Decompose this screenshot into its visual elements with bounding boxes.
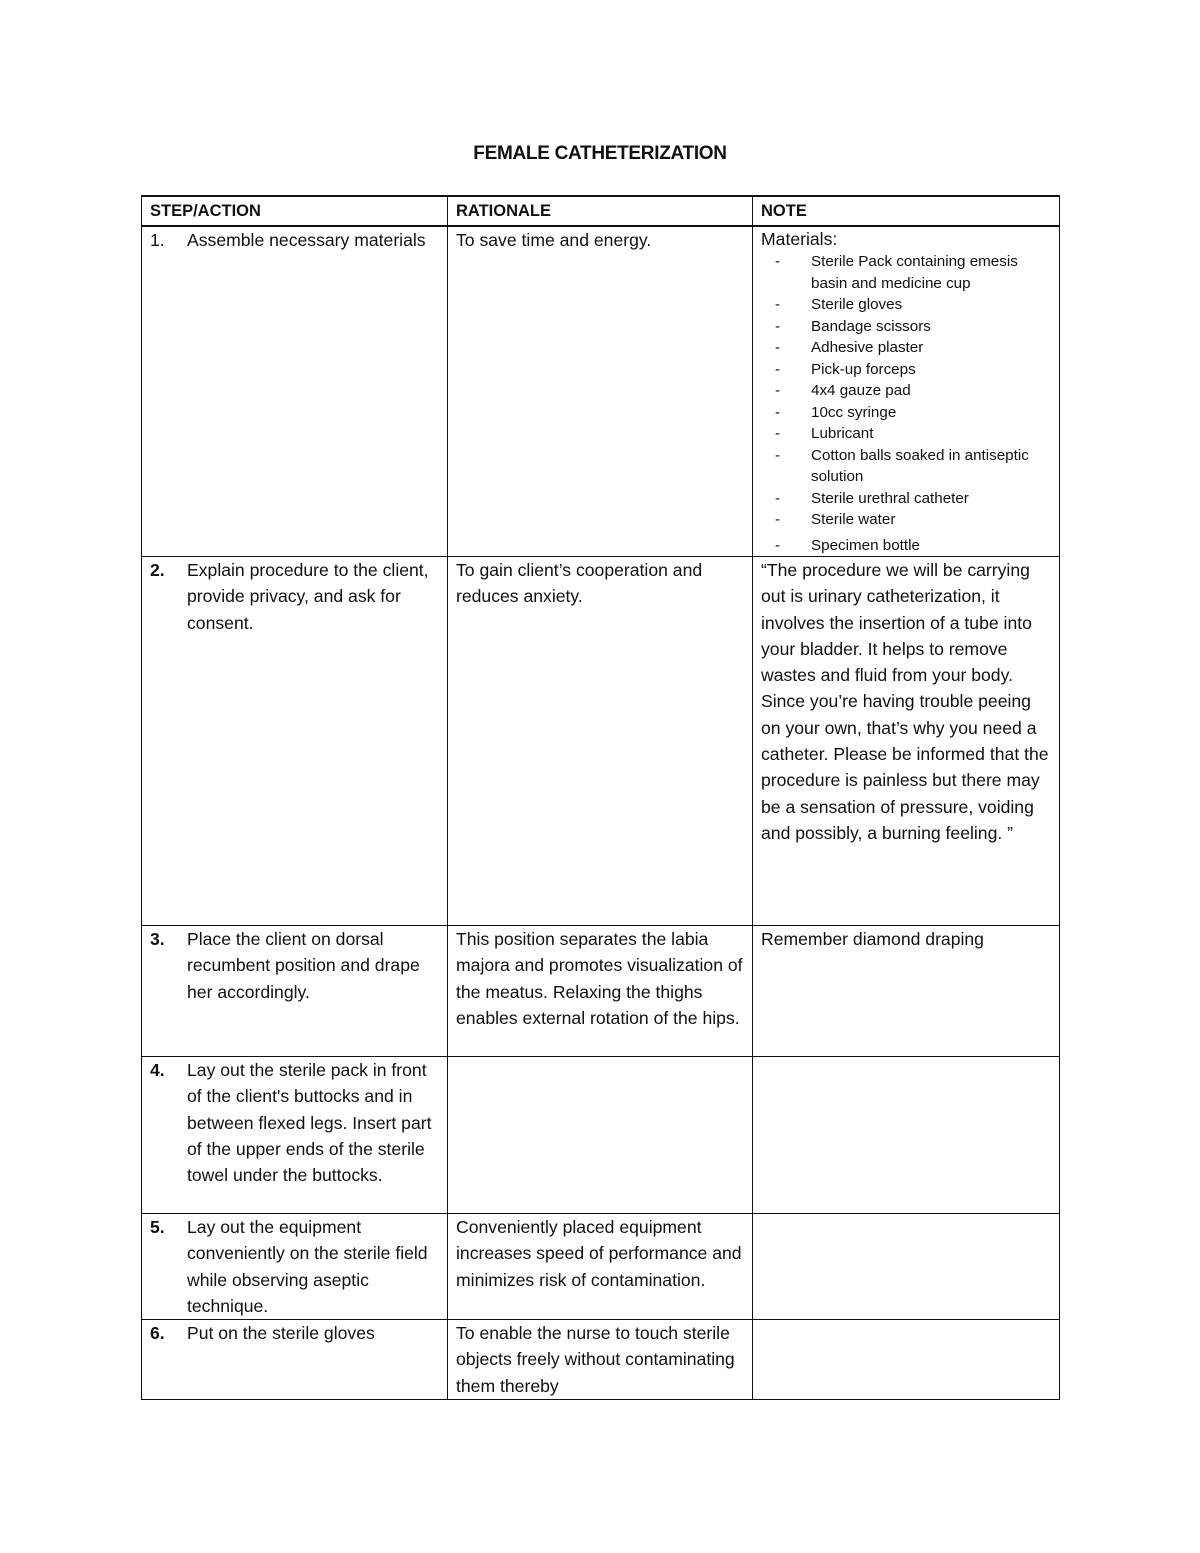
rationale-cell: To gain client’s cooperation and reduces anxiety.: [448, 557, 753, 926]
list-item: - Adhesive plaster: [761, 337, 1051, 359]
page-title: FEMALE CATHETERIZATION: [473, 143, 727, 164]
note-cell: Remember diamond draping: [753, 926, 1060, 1057]
step-cell: [142, 926, 448, 1057]
step-number: 5.: [150, 1217, 165, 1237]
step-number: 1.: [150, 230, 165, 250]
note-cell: [753, 1320, 1060, 1400]
note-cell: [753, 226, 1060, 557]
table-row: [142, 1214, 1060, 1320]
table-row: [142, 557, 1060, 926]
step-cell: [142, 1320, 448, 1400]
step-action-text: Lay out the sterile pack in front of the client's buttocks and in between flexed legs. Insert part of the upper ends of the sterile towel under the buttocks.: [187, 1060, 432, 1186]
dash-bullet-icon: -: [775, 511, 781, 528]
step-action-text: Put on the sterile gloves: [187, 1323, 375, 1344]
list-item: - Sterile water: [761, 509, 1051, 531]
procedure-table: [141, 195, 1060, 1400]
step-number: 2.: [150, 560, 165, 580]
list-item: - Cotton balls soaked in antiseptic solution: [761, 445, 1051, 488]
step-number: 4.: [150, 1060, 165, 1080]
step-action-text: Assemble necessary materials: [187, 230, 426, 250]
table-row: [142, 226, 1060, 557]
step-number: 6.: [150, 1323, 165, 1344]
step-action-text: Lay out the equipment conveniently on the sterile field while observing aseptic technique.: [187, 1217, 428, 1316]
table-row: [142, 1320, 1060, 1400]
step-cell: [142, 557, 448, 926]
dash-bullet-icon: -: [775, 489, 781, 507]
list-item: - 4x4 gauze pad: [761, 380, 1051, 402]
table-row: [142, 1057, 1060, 1214]
header-step-action: STEP/ACTION: [142, 196, 448, 226]
dash-bullet-icon: -: [775, 403, 781, 421]
list-item: - 10cc syringe: [761, 402, 1051, 424]
materials-list: [761, 251, 1051, 556]
dash-bullet-icon: -: [775, 360, 781, 378]
rationale-cell: To enable the nurse to touch sterile objects freely without contaminating them thereby: [448, 1320, 753, 1400]
dash-bullet-icon: -: [775, 536, 781, 554]
list-item: - Sterile Pack containing emesis basin and medicine cup: [761, 251, 1051, 294]
dash-bullet-icon: -: [775, 339, 781, 356]
dash-bullet-icon: -: [775, 382, 781, 399]
list-item: - Sterile gloves: [761, 294, 1051, 316]
dash-bullet-icon: -: [775, 446, 781, 464]
dash-bullet-icon: -: [775, 253, 781, 270]
dash-bullet-icon: -: [775, 317, 781, 335]
rationale-cell: This position separates the labia majora and promotes visualization of the meatus. Relaxing the thighs enables external rotation of the hips.: [448, 926, 753, 1057]
step-cell: [142, 1214, 448, 1320]
list-item: - Lubricant: [761, 423, 1051, 445]
note-cell: [753, 1057, 1060, 1214]
rationale-cell: [448, 1057, 753, 1214]
step-action-text: Explain procedure to the client, provide privacy, and ask for consent.: [187, 560, 429, 633]
rationale-cell: To save time and energy.: [448, 226, 753, 557]
step-cell: [142, 1057, 448, 1214]
list-item: - Pick-up forceps: [761, 359, 1051, 381]
step-action-text: Place the client on dorsal recumbent position and drape her accordingly.: [187, 929, 420, 1002]
list-item: - Specimen bottle: [761, 535, 1051, 557]
list-item: - Bandage scissors: [761, 316, 1051, 338]
header-note: NOTE: [753, 196, 1060, 226]
list-item: - Sterile urethral catheter: [761, 488, 1051, 510]
dash-bullet-icon: -: [775, 296, 781, 313]
note-cell: [753, 1214, 1060, 1320]
step-number: 3.: [150, 929, 165, 949]
step-cell: [142, 226, 448, 557]
table-row: [142, 926, 1060, 1057]
note-cell: “The procedure we will be carrying out is urinary catheterization, it involves the insertion of a tube into your bladder. It helps to remove wastes and fluid from your body. Since you’re having trouble peeing on your own, that’s why you need a catheter. Please be informed that the procedure is painless but there may be a sensation of pressure, voiding and possibly, a burning feeling. ”: [753, 557, 1060, 926]
header-rationale: RATIONALE: [448, 196, 753, 226]
table-header-row: [142, 196, 1060, 226]
rationale-cell: Conveniently placed equipment increases speed of performance and minimizes risk of contamination.: [448, 1214, 753, 1320]
materials-label: Materials:: [761, 229, 838, 249]
dash-bullet-icon: -: [775, 425, 781, 442]
